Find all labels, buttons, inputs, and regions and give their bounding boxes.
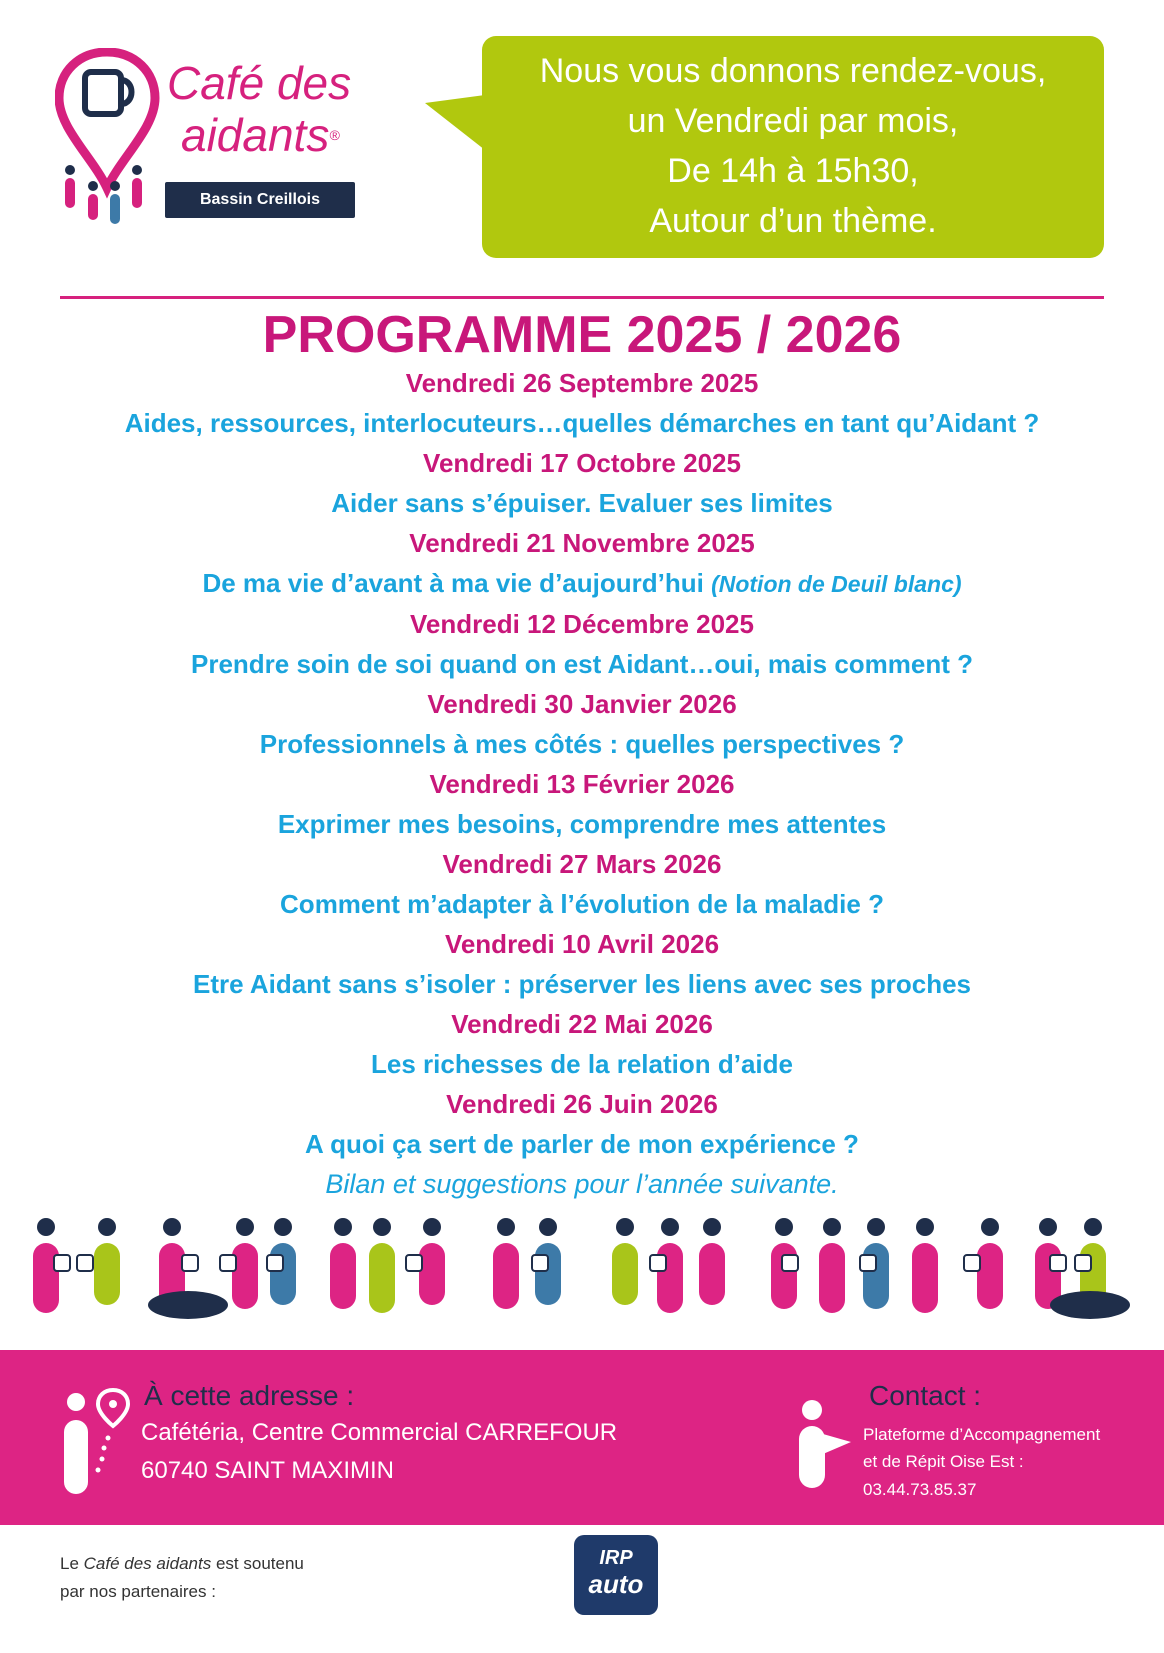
irp-logo-text: IRP <box>599 1547 633 1569</box>
person-head <box>236 1218 254 1236</box>
bubble-line-4: Autour d’un thème. <box>649 202 937 240</box>
cup-icon <box>532 1255 548 1271</box>
person-head <box>867 1218 885 1236</box>
logo <box>55 48 375 238</box>
person-head <box>703 1218 721 1236</box>
session-topic-with-note <box>0 563 1164 604</box>
session-date: Vendredi 22 Mai 2026 <box>451 1009 713 1039</box>
contact-line-2: et de Répit Oise Est : <box>863 1452 1024 1471</box>
session-date: Vendredi 17 Octobre 2025 <box>423 448 741 478</box>
logo-title-line2: aidants <box>181 109 330 161</box>
person-body <box>369 1243 395 1313</box>
session-date: Vendredi 10 Avril 2026 <box>444 929 720 959</box>
session-date: Vendredi 27 Mars 2026 <box>442 849 722 879</box>
table-shape <box>1050 1291 1130 1319</box>
cup-icon <box>54 1255 70 1271</box>
cup-icon <box>650 1255 666 1271</box>
contact-line-1: Plateforme d’Accompagnement <box>863 1425 1101 1444</box>
person-body <box>912 1243 938 1313</box>
cup-icon <box>182 1255 198 1271</box>
session-date: Vendredi 26 Septembre 2025 <box>405 368 759 398</box>
person-head <box>539 1218 557 1236</box>
logo-title-line1: Café des <box>167 57 352 109</box>
people-illustration <box>0 1205 1164 1335</box>
person-head <box>1039 1218 1057 1236</box>
cup-icon <box>782 1255 798 1271</box>
partners-italic: Café des aidants <box>83 1554 212 1573</box>
cup-icon <box>77 1255 93 1271</box>
cup-icon <box>860 1255 876 1271</box>
session-date: Vendredi 26 Juin 2026 <box>446 1089 718 1119</box>
partners-line-1 <box>60 1550 420 1578</box>
person-body <box>493 1243 519 1309</box>
registered-mark: ® <box>329 127 340 143</box>
person-head <box>98 1218 116 1236</box>
table-shape <box>148 1291 228 1319</box>
person-head <box>823 1218 841 1236</box>
person-head <box>661 1218 679 1236</box>
cup-icon <box>1050 1255 1066 1271</box>
speech-bubble <box>482 36 1104 258</box>
cup-icon <box>964 1255 980 1271</box>
person-body <box>977 1243 1003 1309</box>
person-body <box>330 1243 356 1309</box>
person-body <box>612 1243 638 1305</box>
person-head <box>334 1218 352 1236</box>
person-body <box>419 1243 445 1305</box>
person-head <box>163 1218 181 1236</box>
cup-icon <box>220 1255 236 1271</box>
bubble-line-1: Nous vous donnons rendez-vous, <box>539 52 1047 90</box>
auto-logo-text: auto <box>588 1569 644 1599</box>
divider-line <box>60 296 1104 299</box>
person-head <box>37 1218 55 1236</box>
session-topic: Professionnels à mes côtés : quelles perspectives ? <box>259 729 905 759</box>
session-topic-text: De ma vie d’avant à ma vie d’aujourd’hui <box>202 568 704 598</box>
session-topic: Comment m’adapter à l’évolution de la maladie ? <box>280 889 884 919</box>
address-line-2: 60740 SAINT MAXIMIN <box>141 1457 394 1484</box>
person-head <box>916 1218 934 1236</box>
session-topic: Aider sans s’épuiser. Evaluer ses limites <box>331 488 833 518</box>
person-head <box>775 1218 793 1236</box>
partners-suffix: est soutenu <box>211 1554 304 1573</box>
person-body <box>94 1243 120 1305</box>
contact-phone: 03.44.73.85.37 <box>863 1480 977 1499</box>
session-date: Vendredi 21 Novembre 2025 <box>409 528 755 558</box>
cup-icon <box>406 1255 422 1271</box>
person-head <box>274 1218 292 1236</box>
address-heading: À cette adresse : <box>144 1380 355 1411</box>
session-note: (Notion de Deuil blanc) <box>711 571 962 597</box>
footer-band <box>0 1350 1164 1525</box>
bubble-line-2: un Vendredi par mois, <box>627 102 959 140</box>
session-topic: Etre Aidant sans s’isoler : préserver les liens avec ses proches <box>193 969 971 999</box>
bubble-tail <box>425 95 485 155</box>
person-head <box>981 1218 999 1236</box>
person-head <box>616 1218 634 1236</box>
bubble-line-3: De 14h à 15h30, <box>667 152 919 190</box>
session-date: Vendredi 13 Février 2026 <box>429 769 735 799</box>
irp-auto-logo <box>574 1535 658 1615</box>
person-body <box>699 1243 725 1305</box>
person-head <box>373 1218 391 1236</box>
session-topic: A quoi ça sert de parler de mon expérience ? <box>305 1129 859 1159</box>
person-body <box>771 1243 797 1309</box>
partners-prefix: Le <box>60 1554 84 1573</box>
session-date: Vendredi 30 Janvier 2026 <box>427 689 737 719</box>
cup-icon <box>1075 1255 1091 1271</box>
person-body <box>657 1243 683 1313</box>
person-head <box>497 1218 515 1236</box>
closing-line: Bilan et suggestions pour l’année suivante. <box>325 1169 839 1199</box>
person-body <box>535 1243 561 1305</box>
contact-heading: Contact : <box>869 1380 982 1411</box>
programme-title: PROGRAMME 2025 / 2026 <box>262 306 902 364</box>
contact-person-icon <box>795 1398 855 1493</box>
session-topic: Exprimer mes besoins, comprendre mes attentes <box>277 809 887 839</box>
logo-badge: Bassin Creillois <box>165 182 355 218</box>
partners-line-2: par nos partenaires : <box>60 1582 216 1601</box>
address-line-1: Cafétéria, Centre Commercial CARREFOUR <box>141 1419 618 1446</box>
person-head <box>1084 1218 1102 1236</box>
session-topic: Prendre soin de soi quand on est Aidant…oui, mais comment ? <box>190 649 974 679</box>
person-body <box>270 1243 296 1305</box>
session-topic: Aides, ressources, interlocuteurs…quelles démarches en tant qu’Aidant ? <box>124 408 1040 438</box>
session-date: Vendredi 12 Décembre 2025 <box>410 609 754 639</box>
person-body <box>863 1243 889 1309</box>
person-body <box>33 1243 59 1313</box>
partners-text <box>60 1550 420 1606</box>
info-location-icon <box>58 1386 133 1501</box>
cup-icon <box>267 1255 283 1271</box>
programme-list <box>0 363 1164 1204</box>
person-body <box>819 1243 845 1313</box>
session-topic: Les richesses de la relation d’aide <box>371 1049 793 1079</box>
person-body <box>232 1243 258 1309</box>
coffee-cup-pin-icon <box>55 48 160 238</box>
person-head <box>423 1218 441 1236</box>
